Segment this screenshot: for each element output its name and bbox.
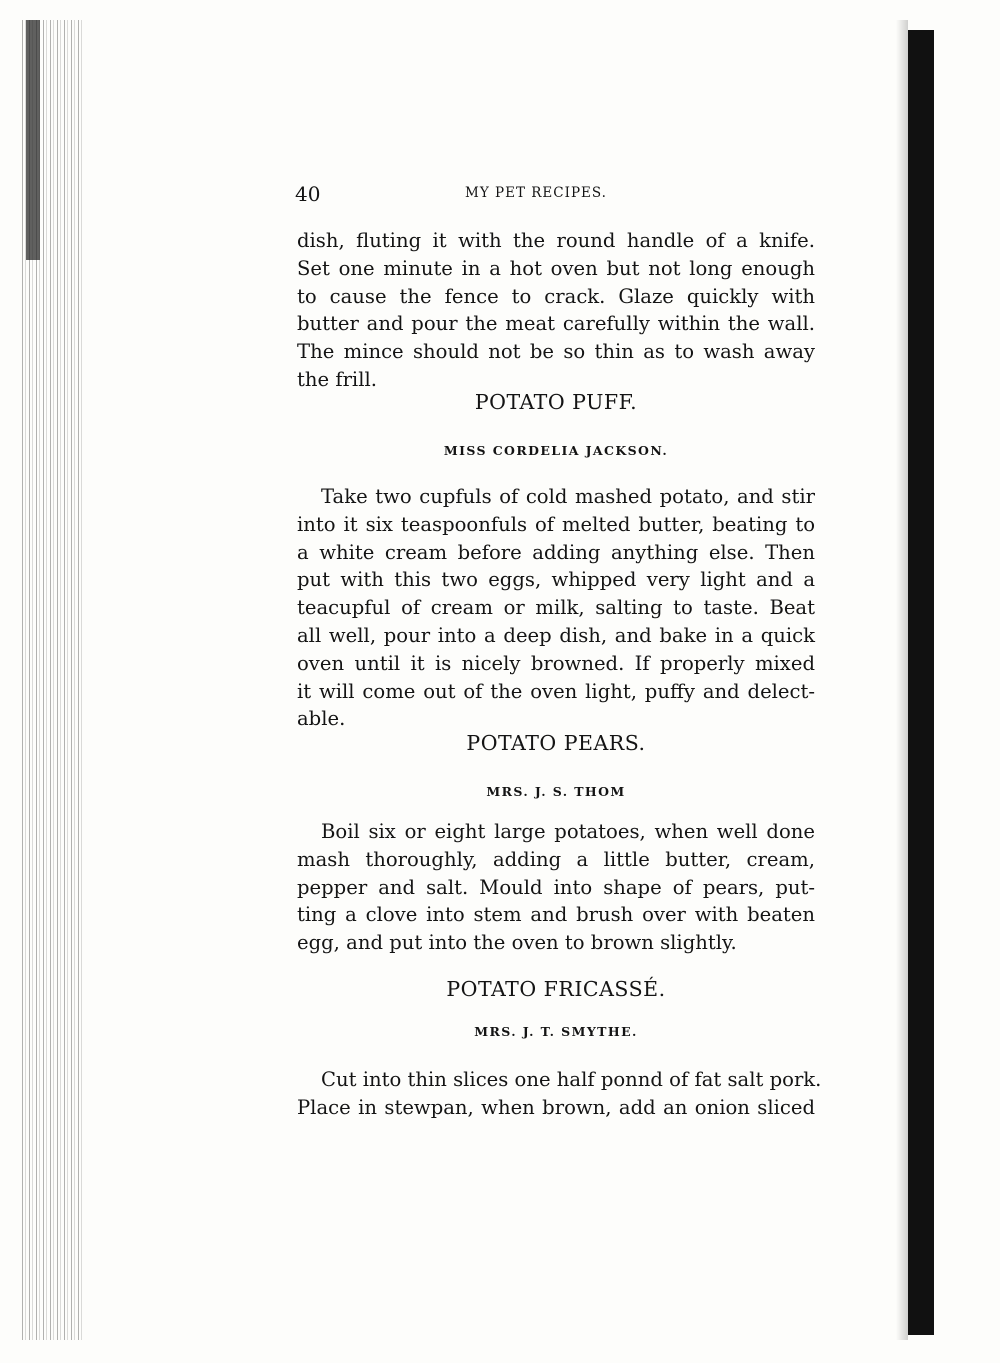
running-head <box>295 182 815 206</box>
text-line: dish, fluting it with the round handle of a knife. <box>297 229 815 252</box>
running-title: MY PET RECIPES. <box>465 185 607 201</box>
text-line: to cause the fence to crack. Glaze quickly with <box>297 284 815 308</box>
text-line: teacupful of cream or milk, salting to taste. Beat <box>297 596 815 620</box>
recipe-author-potato-pears: MRS. J. S. THOM <box>486 784 626 799</box>
recipe-title-potato-fricasse: POTATO FRICASSÉ. <box>446 977 666 1001</box>
page-number: 40 <box>295 182 321 206</box>
text-line: oven until it is nicely browned. If properly mixed <box>297 651 815 675</box>
text-line: Place in stewpan, when brown, add an onion sliced <box>297 1095 815 1119</box>
text-line: mash thoroughly, adding a little butter, cream, <box>297 847 815 871</box>
text-line: butter and pour the meat carefully within the wall. <box>297 312 815 336</box>
recipe-body-potato-puff <box>297 483 815 733</box>
recipe-title-potato-pears: POTATO PEARS. <box>466 731 646 755</box>
recipe-body-potato-pears <box>297 818 815 957</box>
text-line: it will come out of the oven light, puffy and delect- <box>297 679 815 703</box>
page-edge-gradient <box>896 20 908 1340</box>
binding-dark-patch <box>26 20 40 260</box>
text-line: Set one minute in a hot oven but not long enough <box>297 256 815 280</box>
recipe-title-potato-puff: POTATO PUFF. <box>474 390 638 414</box>
text-line: all well, pour into a deep dish, and bake in a quick <box>297 623 815 647</box>
text-line: the frill. <box>297 367 377 391</box>
text-line: into it six teaspoonfuls of melted butter, beating to <box>297 512 815 536</box>
recipe-body-potato-fricasse <box>297 1066 822 1122</box>
text-line: Cut into thin slices one half ponnd of fat salt pork. <box>321 1068 822 1091</box>
text-line: The mince should not be so thin as to wash away <box>297 340 815 364</box>
text-line: able. <box>297 707 346 731</box>
page-edge-shadow <box>908 30 934 1335</box>
text-line: put with this two eggs, whipped very light and a <box>297 568 815 592</box>
text-line: pepper and salt. Mould into shape of pears, put- <box>297 875 815 899</box>
text-line: Boil six or eight large potatoes, when well done <box>321 820 815 843</box>
text-line: ting a clove into stem and brush over with beaten <box>297 903 815 927</box>
recipe-author-potato-fricasse: MRS. J. T. SMYTHE. <box>474 1024 638 1039</box>
recipe-author-potato-puff: MISS CORDELIA JACKSON. <box>443 443 669 458</box>
text-line: a white cream before adding anything else. Then <box>297 540 815 564</box>
intro-paragraph <box>297 227 815 394</box>
text-line: egg, and put into the oven to brown slightly. <box>297 931 737 955</box>
text-line: Take two cupfuls of cold mashed potato, and stir <box>321 485 815 508</box>
